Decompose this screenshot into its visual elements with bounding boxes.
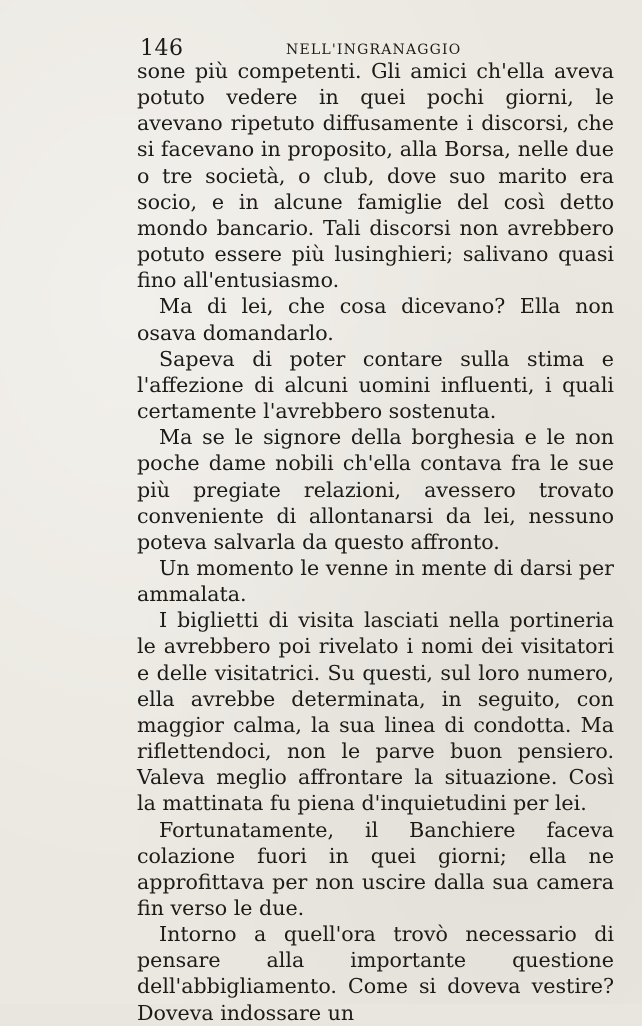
paragraph-8: Intorno a quell'ora trovò necessario di pensare alla importante questione dell'abbigliamento. Come si doveva vestire? Doveva indossare un — [137, 922, 614, 1025]
paragraph-4: Ma se le signore della borghesia e le non poche dame nobili ch'ella contava fra le sue più pregiate relazioni, avessero trovato conveniente di allontanarsi da lei, nessuno poteva salvarla da questo affronto. — [137, 425, 614, 554]
paragraph-6: I biglietti di visita lasciati nella portineria le avrebbero poi rivelato i nomi dei visitatori e delle visitatrici. Su questi, sul loro numero, ella avrebbe determinata, in seguito, con maggior calma, la sua linea di condotta. Ma riflettendoci, non le parve buon pensiero. Valeva meglio affrontare la situazione. Così la mattinata fu piena d'inquietudini per lei. — [137, 608, 614, 816]
paragraph-1: sone più competenti. Gli amici ch'ella aveva potuto vedere in quei pochi giorni, le avevano ripetuto diffusamente i discorsi, che si facevano in proposito, alla Borsa, nelle due o tre società, o club, dove suo marito era socio, e in alcune famiglie del così detto mondo bancario. Tali discorsi non avrebbero potuto essere più lusinghieri; salivano quasi fino all'entusiasmo. — [137, 59, 614, 293]
paragraph-3: Sapeva di poter contare sulla stima e l'affezione di alcuni uomini influenti, i quali certamente l'avrebbero sostenuta. — [137, 346, 614, 424]
paragraph-5: Un momento le venne in mente di darsi per ammalata. — [137, 555, 614, 607]
running-title: NELL'INGRANAGGIO — [286, 42, 462, 58]
page-number: 146 — [140, 36, 184, 61]
paragraph-2: Ma di lei, che cosa dicevano? Ella non osava domandarlo. — [137, 294, 614, 345]
bottom-margin — [0, 864, 642, 1004]
paragraph-7: Fortunatamente, il Banchiere faceva colazione fuori in quei giorni; ella ne approfittava per non uscire dalla sua camera fin verso le due. — [137, 817, 614, 920]
